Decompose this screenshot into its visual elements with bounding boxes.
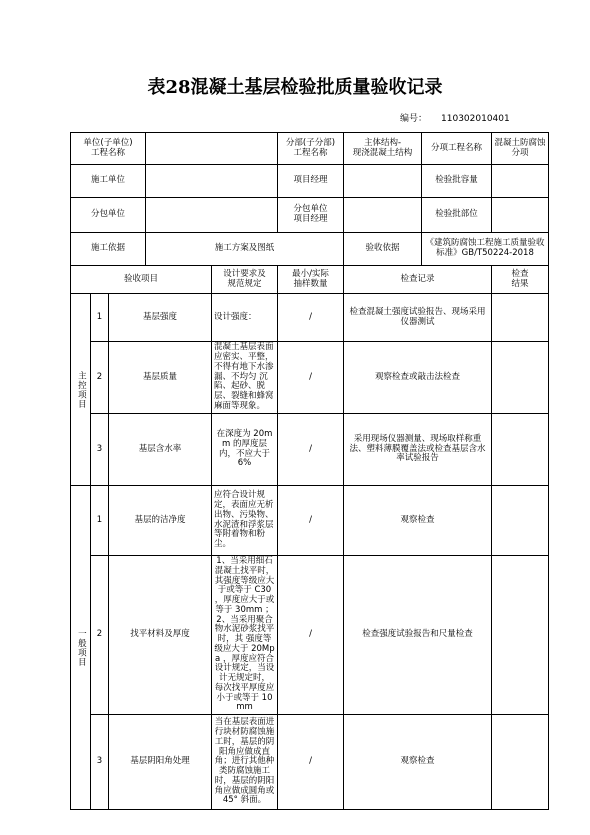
item-no: 1 <box>91 486 109 556</box>
item-result[interactable] <box>492 715 549 810</box>
project-manager-label: 项目经理 <box>278 165 344 198</box>
item-requirement: 混凝土基层表面应密实、平整，不得有地下水渗漏、不均匀 沉陷、起砂、脱层、裂缝和蜂窝麻面等现象。 <box>212 342 278 414</box>
item-requirement: 应符合设计规定，表面应无析出物、污染物、水泥渣和浮浆层等附着物和粉尘。 <box>212 486 278 556</box>
item-sample[interactable]: / <box>278 342 344 414</box>
acceptance-record-table <box>70 132 549 810</box>
item-sample[interactable]: / <box>278 414 344 486</box>
item-record[interactable]: 观察检查 <box>344 715 492 810</box>
item-requirement: 1、当采用细石混凝土找平时，其强度等级应大于或等于 C30 ，厚度应大于或等于 30mm ； 2、当采用聚合物水泥砂浆找平时，其 强度等级应大于 20Mpa ，厚度应符合设计规定，当设计无规定时， 每次找平厚度应小于或等于 10mm <box>212 556 278 715</box>
col-sample: 最小/实际 抽样数量 <box>278 266 344 294</box>
item-result[interactable] <box>492 486 549 556</box>
item-name: 基层强度 <box>109 294 212 342</box>
batch-part-value[interactable] <box>492 198 549 233</box>
item-name-value[interactable]: 混凝土防腐蚀 分项 <box>492 133 549 165</box>
construct-basis-value[interactable]: 施工方案及图纸 <box>146 233 344 266</box>
col-result: 检查 结果 <box>492 266 549 294</box>
general-items-label: 一般项目 <box>71 486 91 810</box>
item-sample[interactable]: / <box>278 715 344 810</box>
page-title: 表28混凝土基层检验批质量验收记录 <box>147 77 443 98</box>
code-value: 110302010401 <box>441 114 510 124</box>
main-item-row <box>71 414 549 486</box>
item-sample[interactable]: / <box>278 556 344 715</box>
col-item: 验收项目 <box>71 266 212 294</box>
accept-basis-label: 验收依据 <box>344 233 422 266</box>
batch-capacity-value[interactable] <box>492 165 549 198</box>
general-item-row <box>71 556 549 715</box>
item-record[interactable]: 观察检查 <box>344 486 492 556</box>
item-no: 3 <box>91 414 109 486</box>
accept-basis-value[interactable]: 《建筑防腐蚀工程施工质量验收标准》GB/T50224-2018 <box>422 233 549 266</box>
sub-unit-value[interactable] <box>146 198 278 233</box>
item-no: 2 <box>91 556 109 715</box>
item-requirement: 设计强度： <box>212 294 278 342</box>
sub-unit-label: 分包单位 <box>71 198 146 233</box>
construct-unit-label: 施工单位 <box>71 165 146 198</box>
item-no: 2 <box>91 342 109 414</box>
col-req: 设计要求及 规范规定 <box>212 266 278 294</box>
record-code <box>400 111 510 124</box>
batch-part-label: 检验批部位 <box>422 198 492 233</box>
main-item-row <box>71 342 549 414</box>
item-record[interactable]: 检查强度试验报告和尺量检查 <box>344 556 492 715</box>
item-name: 基层阴阳角处理 <box>109 715 212 810</box>
column-header-row <box>71 266 549 294</box>
item-record[interactable]: 观察检查或敲击法检查 <box>344 342 492 414</box>
item-name: 基层含水率 <box>109 414 212 486</box>
batch-capacity-label: 检验批容量 <box>422 165 492 198</box>
item-requirement: 在深度为 20mm 的厚度层内，不应大于 6% <box>212 414 278 486</box>
header-row-project <box>71 133 549 165</box>
col-record: 检查记录 <box>344 266 492 294</box>
header-row-basis <box>71 233 549 266</box>
general-item-row <box>71 715 549 810</box>
item-result[interactable] <box>492 414 549 486</box>
item-name: 基层的洁净度 <box>109 486 212 556</box>
item-no: 3 <box>91 715 109 810</box>
header-row-construct <box>71 165 549 198</box>
item-record[interactable]: 检查混凝土强度试验报告、现场采用仪器测试 <box>344 294 492 342</box>
construct-basis-label: 施工依据 <box>71 233 146 266</box>
item-result[interactable] <box>492 342 549 414</box>
main-item-row <box>71 294 549 342</box>
sub-pm-label: 分包单位 项目经理 <box>278 198 344 233</box>
item-name: 找平材料及厚度 <box>109 556 212 715</box>
construct-unit-value[interactable] <box>146 165 278 198</box>
main-items-label: 主控项目 <box>71 294 91 486</box>
item-no: 1 <box>91 294 109 342</box>
item-sample[interactable]: / <box>278 294 344 342</box>
header-row-subcontract <box>71 198 549 233</box>
code-label: 编号： <box>400 114 428 124</box>
unit-value[interactable] <box>146 133 278 165</box>
item-record[interactable]: 采用现场仪器测量、现场取样称重法、塑料薄膜覆盖法或检查基层含水率试验报告 <box>344 414 492 486</box>
subdiv-value[interactable]: 主体结构- 现浇混凝土结构 <box>344 133 422 165</box>
item-name-label: 分项工程名称 <box>422 133 492 165</box>
item-sample[interactable]: / <box>278 486 344 556</box>
project-manager-value[interactable] <box>344 165 422 198</box>
item-name: 基层质量 <box>109 342 212 414</box>
unit-label: 单位(子单位) 工程名称 <box>71 133 146 165</box>
subdiv-label: 分部(子分部) 工程名称 <box>278 133 344 165</box>
item-requirement: 当在基层表面进行块材防腐蚀施工时，基层的阴阳角应做成直角；进行其他种类防腐蚀施工时，基层的阴阳角应做成圆角或 45° 斜面。 <box>212 715 278 810</box>
item-result[interactable] <box>492 556 549 715</box>
general-item-row <box>71 486 549 556</box>
sub-pm-value[interactable] <box>344 198 422 233</box>
item-result[interactable] <box>492 294 549 342</box>
